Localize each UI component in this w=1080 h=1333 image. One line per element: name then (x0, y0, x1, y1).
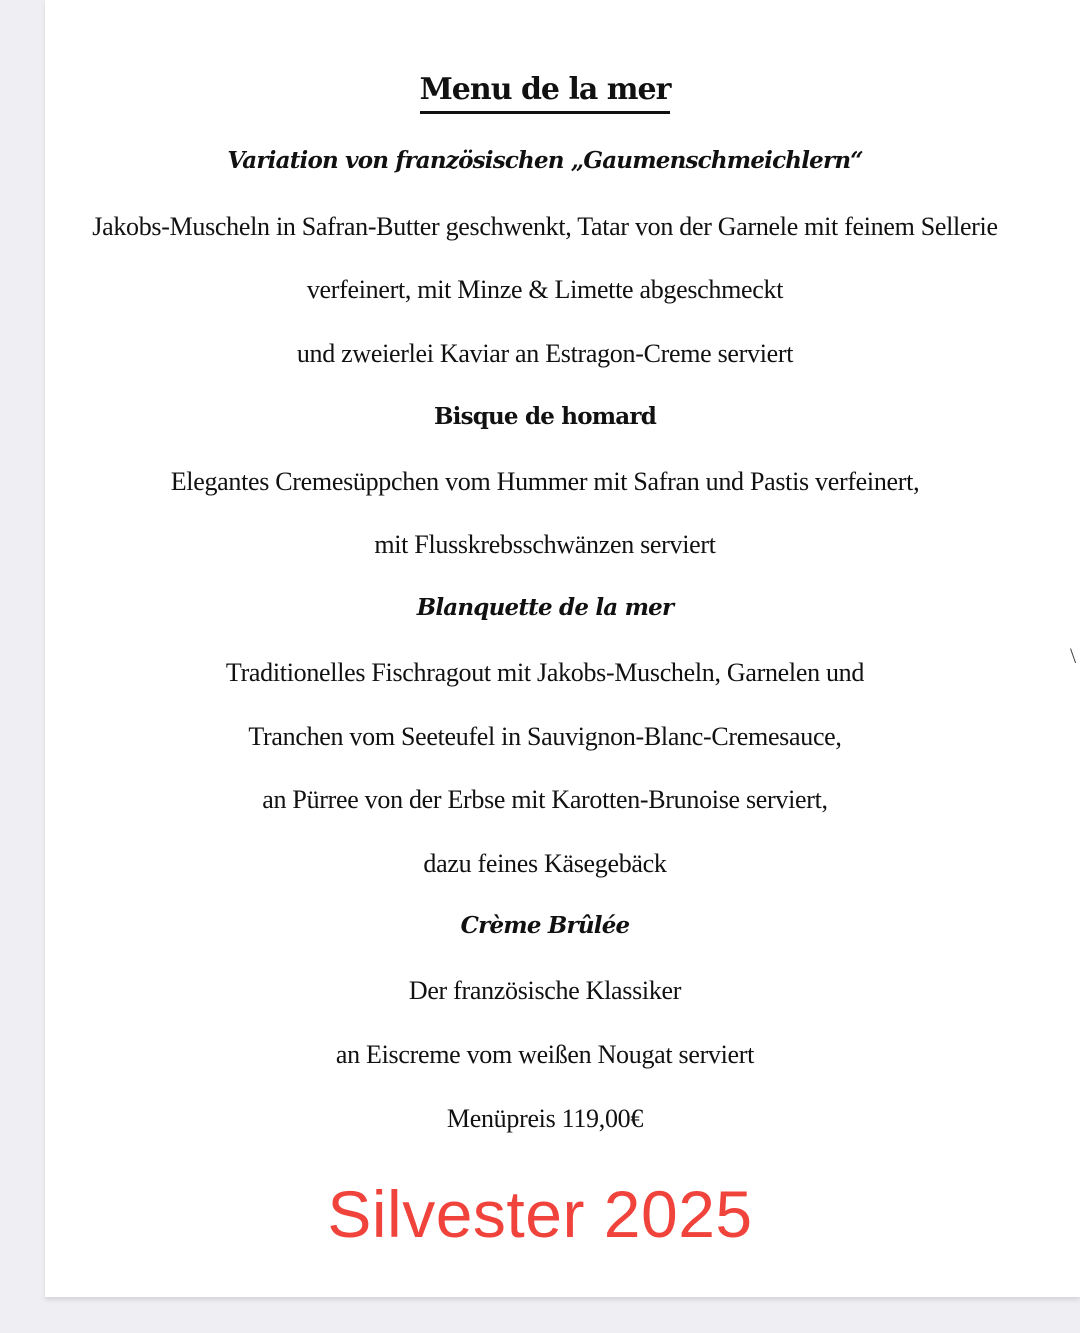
course-heading-variation: Variation von französischen „Gaumenschmeichlern“ (227, 147, 863, 174)
course-description-line: an Eiscreme vom weißen Nougat serviert (335, 1040, 755, 1069)
menu-title-text: Menu de la mer (420, 72, 671, 114)
course-description-line: Elegantes Cremesüppchen vom Hummer mit Safran und Pastis verfeinert, (170, 467, 920, 496)
course-description-line: Der französische Klassiker (408, 976, 682, 1005)
menu-price: Menüpreis 119,00€ (446, 1104, 644, 1133)
silvester-banner: Silvester 2025 (327, 1177, 753, 1251)
course-description-line: Traditionelles Fischragout mit Jakobs-Muscheln, Garnelen und (225, 658, 865, 687)
course-description-line: mit Flusskrebsschwänzen serviert (374, 530, 716, 559)
menu-title (45, 72, 1045, 114)
course-description-line: dazu feines Käsegebäck (423, 849, 667, 878)
menu-page (45, 0, 1080, 1297)
stray-glyph: \ (1070, 643, 1077, 668)
course-description-line: und zweierlei Kaviar an Estragon-Creme serviert (296, 339, 794, 368)
course-description-line: Jakobs-Muscheln in Safran-Butter geschwenkt, Tatar von der Garnele mit feinem Sellerie (92, 212, 998, 241)
course-description-line: Tranchen vom Seeteufel in Sauvignon-Blanc-Cremesauce, (248, 722, 842, 751)
course-heading-bisque: Bisque de homard (434, 403, 656, 430)
course-description-line: verfeinert, mit Minze & Limette abgeschmeckt (306, 275, 784, 304)
course-heading-creme-brulee: Crème Brûlée (460, 912, 630, 939)
course-heading-blanquette: Blanquette de la mer (416, 594, 674, 621)
course-description-line: an Pürree von der Erbse mit Karotten-Brunoise serviert, (262, 785, 828, 814)
